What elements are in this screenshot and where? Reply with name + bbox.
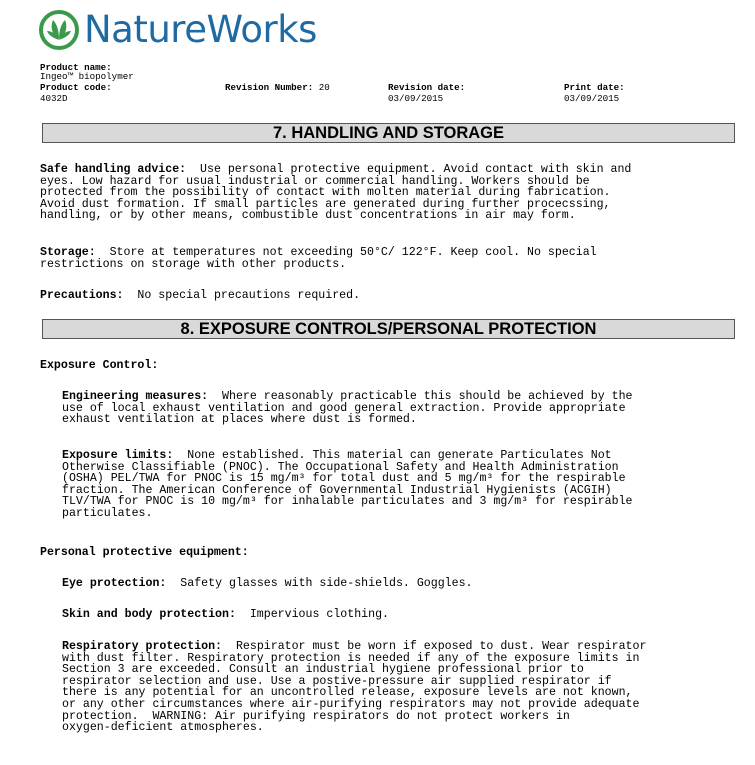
natureworks-logo: [38, 8, 317, 52]
product-name-label: Product name:: [40, 62, 112, 73]
section-7-heading: 7. HANDLING AND STORAGE: [42, 123, 735, 143]
print-date-value: 03/09/2015: [564, 93, 620, 104]
product-name-value: Ingeo™ biopolymer: [40, 71, 134, 82]
safe-handling-paragraph: Safe handling advice: Use personal protective equipment. Avoid contact with skin and eyes. Low hazard for usual industrial or commercial handling. Workers should be protected from the possibility of contact with molten material during fabrication. Avoid dust formation. If small particles are generated during further procecssing, handling, or by other means, combustible dust concentrations in air may form.: [40, 163, 632, 223]
engineering-measures-paragraph: Engineering measures: Where reasonably practicable this should be achieved by the use of local exhaust ventilation and good general extraction. Provide appropriate exhaust ventilation at places where dust is formed.: [62, 390, 633, 427]
precautions-paragraph: Precautions: No special precautions required.: [40, 289, 361, 302]
revision-date-label: Revision date:: [388, 82, 466, 93]
section-8-heading: 8. EXPOSURE CONTROLS/PERSONAL PROTECTION: [42, 319, 735, 339]
exposure-limits-paragraph: Exposure limits: None established. This material can generate Particulates Not Otherwise Classifiable (PNOC). The Occupational Safety and Health Administration (OSHA) PEL/TWA for PNOC is 15 mg/m³ for total dust and 5 mg/m³ for the respirable fraction. The American Conference of Governmental Industrial Hygienists (ACGIH) TLV/TWA for PNOC is 10 mg/m³ for inhalable particulates and 3 mg/m³ for respirable particulates.: [62, 449, 633, 520]
storage-paragraph: Storage: Store at temperatures not exceeding 50°C/ 122°F. Keep cool. No special restrictions on storage with other products.: [40, 246, 597, 271]
revision-number: Revision Number: 20: [225, 82, 330, 93]
ppe-heading: Personal protective equipment:: [40, 546, 249, 559]
logo-wordmark: NatureWorks: [84, 8, 317, 51]
skin-protection-paragraph: Skin and body protection: Impervious clothing.: [62, 608, 389, 621]
respiratory-protection-paragraph: Respiratory protection: Respirator must be worn if exposed to dust. Wear respirator with dust filter. Respiratory protection is needed if any of the exposure limits in Section 3 are exceeded. Consult an industrial hygiene professional prior to respirator selection and use. Use a postive-pressure air supplied respirator if there is any potential for an uncontrolled release, exposure levels are not known, or any other circumstances where air-purifying respirators may not provide adequate protection. WARNING: Air purifying respirators do not protect workers in oxygen-deficient atmospheres.: [62, 640, 647, 735]
eye-protection-paragraph: Eye protection: Safety glasses with side-shields. Goggles.: [62, 577, 473, 590]
leaf-emblem-icon: [38, 9, 80, 51]
product-code-value: 4032D: [40, 93, 68, 104]
revision-date-value: 03/09/2015: [388, 93, 444, 104]
product-code-label: Product code:: [40, 82, 112, 93]
exposure-control-heading: Exposure Control:: [40, 359, 159, 372]
print-date-label: Print date:: [564, 82, 625, 93]
